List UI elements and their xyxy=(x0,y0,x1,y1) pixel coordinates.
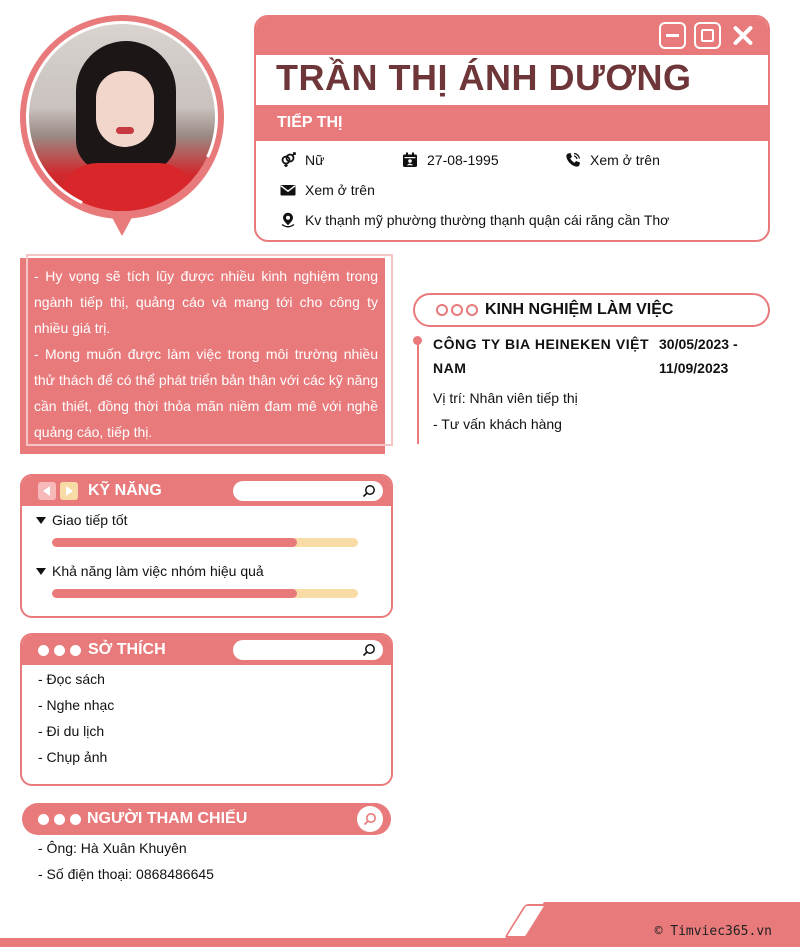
mail-icon xyxy=(280,182,296,198)
skill-bar-fill xyxy=(52,589,297,598)
role-bar xyxy=(256,105,768,141)
search-icon xyxy=(362,643,376,657)
career-objective xyxy=(20,254,392,454)
gender-icon xyxy=(280,152,296,168)
timeline-dot xyxy=(413,336,422,345)
avatar-arc xyxy=(0,0,245,240)
info-gender xyxy=(280,152,324,168)
info-address xyxy=(280,212,669,228)
job-company: CÔNG TY BIA HEINEKEN VIỆT NAM xyxy=(433,336,649,376)
phone-value: Xem ở trên xyxy=(590,152,660,168)
skills-section xyxy=(20,474,393,618)
objective-line: - Mong muốn được làm việc trong môi trường nhiều thử thách để có thể phát triển bản thân với các kỹ năng cần thiết, đồng thời thỏa mãn niềm đam mê với nghề quảng cáo, tiếp thị. xyxy=(34,346,378,440)
search-icon xyxy=(362,484,376,498)
skill-item: Giao tiếp tốt xyxy=(36,512,128,528)
search-icon xyxy=(363,812,377,826)
reference-item: - Ông: Hà Xuân Khuyên xyxy=(38,840,187,856)
skill-bar xyxy=(52,538,358,547)
reference-item: - Số điện thoại: 0868486645 xyxy=(38,866,214,882)
hobby-item: - Đọc sách xyxy=(38,671,105,687)
candidate-name: TRẦN THỊ ÁNH DƯƠNG xyxy=(276,57,692,98)
skill-item: Khả năng làm việc nhóm hiệu quả xyxy=(36,563,264,579)
hobby-item: - Nghe nhạc xyxy=(38,697,115,713)
info-birthdate xyxy=(402,152,499,168)
hobby-item: - Đi du lịch xyxy=(38,723,105,739)
footer-brand[interactable]: © Timviec365.vn xyxy=(654,924,772,939)
skill-bar-fill xyxy=(52,538,297,547)
avatar xyxy=(20,15,224,239)
header-title-bar xyxy=(256,17,768,55)
calendar-icon xyxy=(402,152,418,168)
arrow-right-icon[interactable] xyxy=(60,482,78,500)
hobby-item: - Chụp ảnh xyxy=(38,749,108,765)
hobbies-header xyxy=(22,635,391,665)
location-icon xyxy=(280,212,296,228)
job-dates: 30/05/2023 - 11/09/2023 xyxy=(659,336,738,376)
references-search-button[interactable] xyxy=(357,806,383,832)
experience-title: KINH NGHIỆM LÀM VIỆC xyxy=(485,301,674,318)
skills-header xyxy=(22,476,391,506)
address-value: Kv thạnh mỹ phường thường thạnh quận cái răng cần Thơ xyxy=(305,212,670,228)
maximize-icon[interactable] xyxy=(694,22,721,49)
caret-down-icon xyxy=(36,568,46,575)
hobbies-section xyxy=(20,633,393,786)
candidate-role: TIẾP THỊ xyxy=(277,114,343,131)
skill-bar xyxy=(52,589,358,598)
timeline-line xyxy=(417,340,419,444)
hobbies-search-input[interactable] xyxy=(233,640,383,660)
minimize-icon[interactable] xyxy=(659,22,686,49)
gender-value: Nữ xyxy=(305,152,325,168)
close-icon[interactable] xyxy=(729,22,756,49)
header-card xyxy=(254,15,770,242)
phone-icon xyxy=(565,152,581,168)
skills-search-input[interactable] xyxy=(233,481,383,501)
info-phone xyxy=(565,152,660,168)
skills-title: KỸ NĂNG xyxy=(88,482,162,499)
objective-line: - Hy vọng sẽ tích lũy được nhiều kinh nghiệm trong ngành tiếp thị, quảng cáo và mang tới cho công ty nhiều giá trị. xyxy=(34,268,378,336)
arrow-left-icon[interactable] xyxy=(38,482,56,500)
avatar-pointer xyxy=(108,210,136,236)
footer-line xyxy=(0,938,800,947)
birthdate-value: 27-08-1995 xyxy=(427,152,499,168)
email-value: Xem ở trên xyxy=(305,182,375,198)
references-title: NGƯỜI THAM CHIẾU xyxy=(87,810,248,827)
caret-down-icon xyxy=(36,517,46,524)
job-details: - Tư vấn khách hàng xyxy=(433,416,562,432)
experience-header xyxy=(413,293,770,327)
references-header xyxy=(22,803,391,835)
info-email xyxy=(280,182,375,198)
hobbies-title: SỞ THÍCH xyxy=(88,641,166,658)
job-position: Vị trí: Nhân viên tiếp thị xyxy=(433,390,578,406)
